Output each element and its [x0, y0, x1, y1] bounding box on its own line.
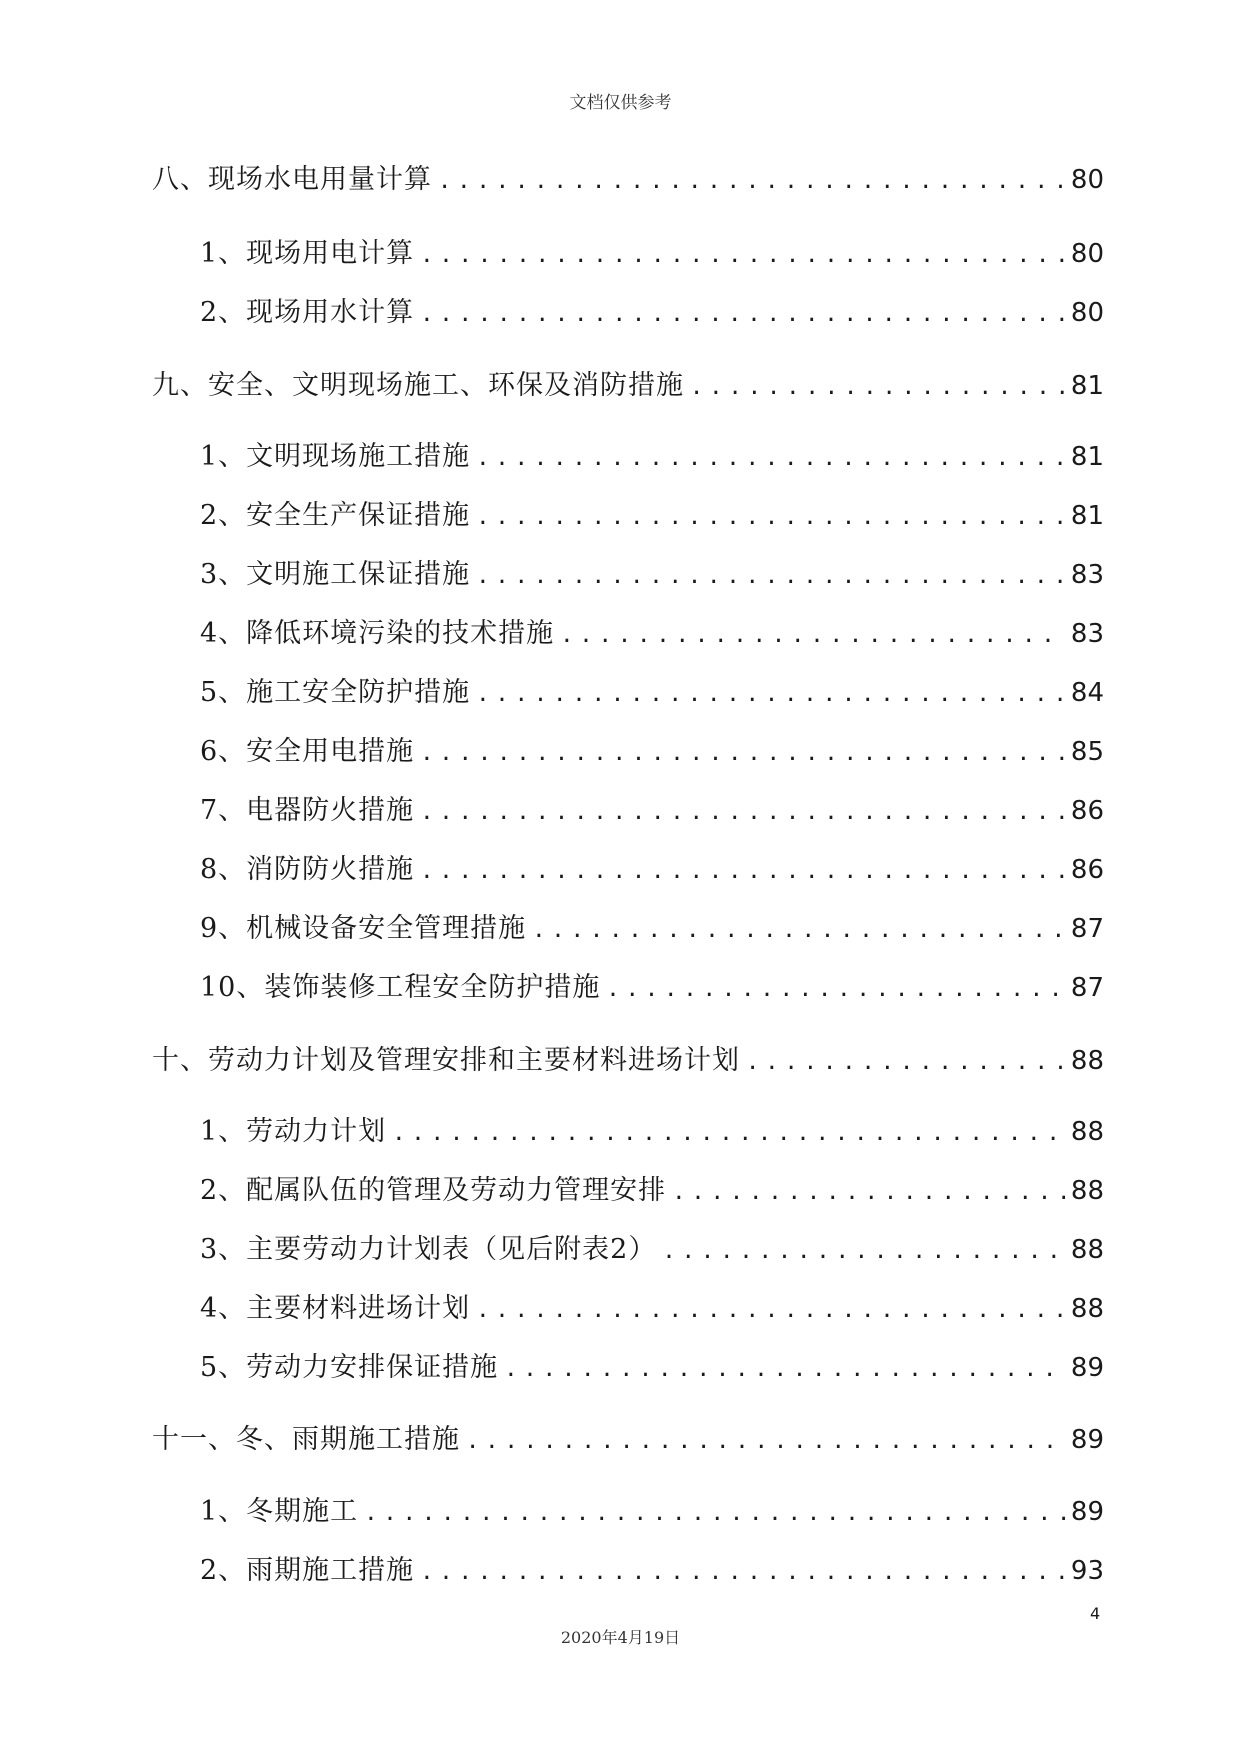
toc-dot-leader — [606, 972, 1065, 1008]
toc-entry[interactable] — [200, 734, 1104, 772]
toc-entry[interactable] — [200, 1291, 1104, 1329]
toc-entry-label: 6、安全用电措施 — [200, 736, 415, 767]
toc-entry-label: 1、现场用电计算 — [200, 238, 415, 269]
toc-entry-page: 89 — [1070, 1353, 1104, 1383]
toc-entry-page: 80 — [1070, 239, 1104, 269]
toc-dot-leader — [560, 618, 1065, 654]
toc-dot-leader — [420, 1555, 1065, 1591]
toc-entry[interactable] — [200, 1232, 1104, 1270]
toc-dot-leader — [532, 913, 1065, 949]
toc-entry-page: 81 — [1070, 371, 1104, 401]
toc-entry[interactable] — [200, 675, 1104, 713]
toc-entry-label: 十一、冬、雨期施工措施 — [152, 1424, 460, 1455]
toc-entry[interactable] — [200, 911, 1104, 949]
toc-entry[interactable] — [152, 1422, 1104, 1460]
toc-entry-page: 81 — [1070, 501, 1104, 531]
toc-entry[interactable] — [200, 616, 1104, 654]
toc-entry-page: 88 — [1070, 1235, 1104, 1265]
toc-entry[interactable] — [200, 1553, 1104, 1591]
toc-dot-leader — [420, 854, 1065, 890]
toc-entry-page: 87 — [1070, 973, 1104, 1003]
toc-dot-leader — [476, 1293, 1065, 1329]
toc-dot-leader — [504, 1352, 1065, 1388]
toc-entry[interactable] — [200, 852, 1104, 890]
toc-entry-label: 9、机械设备安全管理措施 — [200, 913, 527, 944]
toc-dot-leader — [466, 1424, 1065, 1460]
toc-entry-page: 88 — [1070, 1176, 1104, 1206]
toc-entry-page: 86 — [1070, 855, 1104, 885]
toc-dot-leader — [392, 1116, 1065, 1152]
toc-entry-label: 2、现场用水计算 — [200, 297, 415, 328]
toc-entry-label: 2、雨期施工措施 — [200, 1555, 415, 1586]
toc-dot-leader — [476, 677, 1065, 713]
toc-entry-label: 3、文明施工保证措施 — [200, 559, 471, 590]
toc-dot-leader — [420, 736, 1065, 772]
toc-entry-label: 5、施工安全防护措施 — [200, 677, 471, 708]
toc-entry-label: 十、劳动力计划及管理安排和主要材料进场计划 — [152, 1045, 740, 1076]
toc-entry-page: 86 — [1070, 796, 1104, 826]
toc-dot-leader — [690, 370, 1065, 406]
toc-entry[interactable] — [200, 498, 1104, 536]
toc-entry-page: 87 — [1070, 914, 1104, 944]
toc-entry-label: 5、劳动力安排保证措施 — [200, 1352, 499, 1383]
toc-entry-label: 4、主要材料进场计划 — [200, 1293, 471, 1324]
toc-entry-label: 10、装饰装修工程安全防护措施 — [200, 972, 601, 1003]
toc-entry[interactable] — [200, 970, 1104, 1008]
toc-entry-label: 1、劳动力计划 — [200, 1116, 387, 1147]
toc-dot-leader — [420, 238, 1065, 274]
toc-entry-page: 80 — [1070, 165, 1104, 195]
toc-entry-page: 84 — [1070, 678, 1104, 708]
toc-entry[interactable] — [200, 1494, 1104, 1532]
toc-dot-leader — [662, 1234, 1065, 1270]
toc-entry-label: 8、消防防火措施 — [200, 854, 415, 885]
toc-entry[interactable] — [200, 439, 1104, 477]
toc-entry-label: 3、主要劳动力计划表（见后附表2） — [200, 1234, 657, 1265]
toc-entry[interactable] — [152, 1043, 1104, 1081]
toc-entry[interactable] — [152, 368, 1104, 406]
toc-entry-page: 88 — [1070, 1046, 1104, 1076]
toc-dot-leader — [672, 1175, 1065, 1211]
toc-entry-label: 1、文明现场施工措施 — [200, 441, 471, 472]
toc-dot-leader — [420, 795, 1065, 831]
toc-entry-page: 83 — [1070, 560, 1104, 590]
toc-entry-page: 89 — [1070, 1497, 1104, 1527]
toc-entry[interactable] — [200, 295, 1104, 333]
toc-entry[interactable] — [200, 236, 1104, 274]
toc-dot-leader — [476, 441, 1065, 477]
toc-dot-leader — [420, 297, 1065, 333]
toc-dot-leader — [746, 1045, 1065, 1081]
toc-entry-page: 83 — [1070, 619, 1104, 649]
toc-dot-leader — [476, 500, 1065, 536]
toc-entry[interactable] — [200, 1173, 1104, 1211]
toc-entry-page: 81 — [1070, 442, 1104, 472]
page-number: 4 — [1090, 1604, 1101, 1623]
toc-entry[interactable] — [200, 1350, 1104, 1388]
toc-entry-label: 八、现场水电用量计算 — [152, 164, 432, 195]
toc-entry-label: 1、冬期施工 — [200, 1496, 359, 1527]
page-header: 文档仅供参考 — [569, 93, 672, 113]
toc-entry-label: 2、配属队伍的管理及劳动力管理安排 — [200, 1175, 667, 1206]
toc-entry-page: 89 — [1070, 1425, 1104, 1455]
footer-date: 2020年4月19日 — [560, 1628, 681, 1647]
toc-entry-label: 7、电器防火措施 — [200, 795, 415, 826]
toc-entry-label: 4、降低环境污染的技术措施 — [200, 618, 555, 649]
toc-entry[interactable] — [200, 793, 1104, 831]
toc-entry[interactable] — [200, 557, 1104, 595]
toc-entry-label: 九、安全、文明现场施工、环保及消防措施 — [152, 370, 684, 401]
toc-entry-page: 88 — [1070, 1294, 1104, 1324]
toc-entry[interactable] — [152, 162, 1104, 200]
toc-entry[interactable] — [200, 1114, 1104, 1152]
toc-entry-page: 93 — [1070, 1556, 1104, 1586]
toc-entry-page: 88 — [1070, 1117, 1104, 1147]
toc-dot-leader — [476, 559, 1065, 595]
toc-dot-leader — [364, 1496, 1065, 1532]
toc-entry-page: 80 — [1070, 298, 1104, 328]
toc-entry-label: 2、安全生产保证措施 — [200, 500, 471, 531]
toc-entry-page: 85 — [1070, 737, 1104, 767]
toc-dot-leader — [438, 164, 1065, 200]
